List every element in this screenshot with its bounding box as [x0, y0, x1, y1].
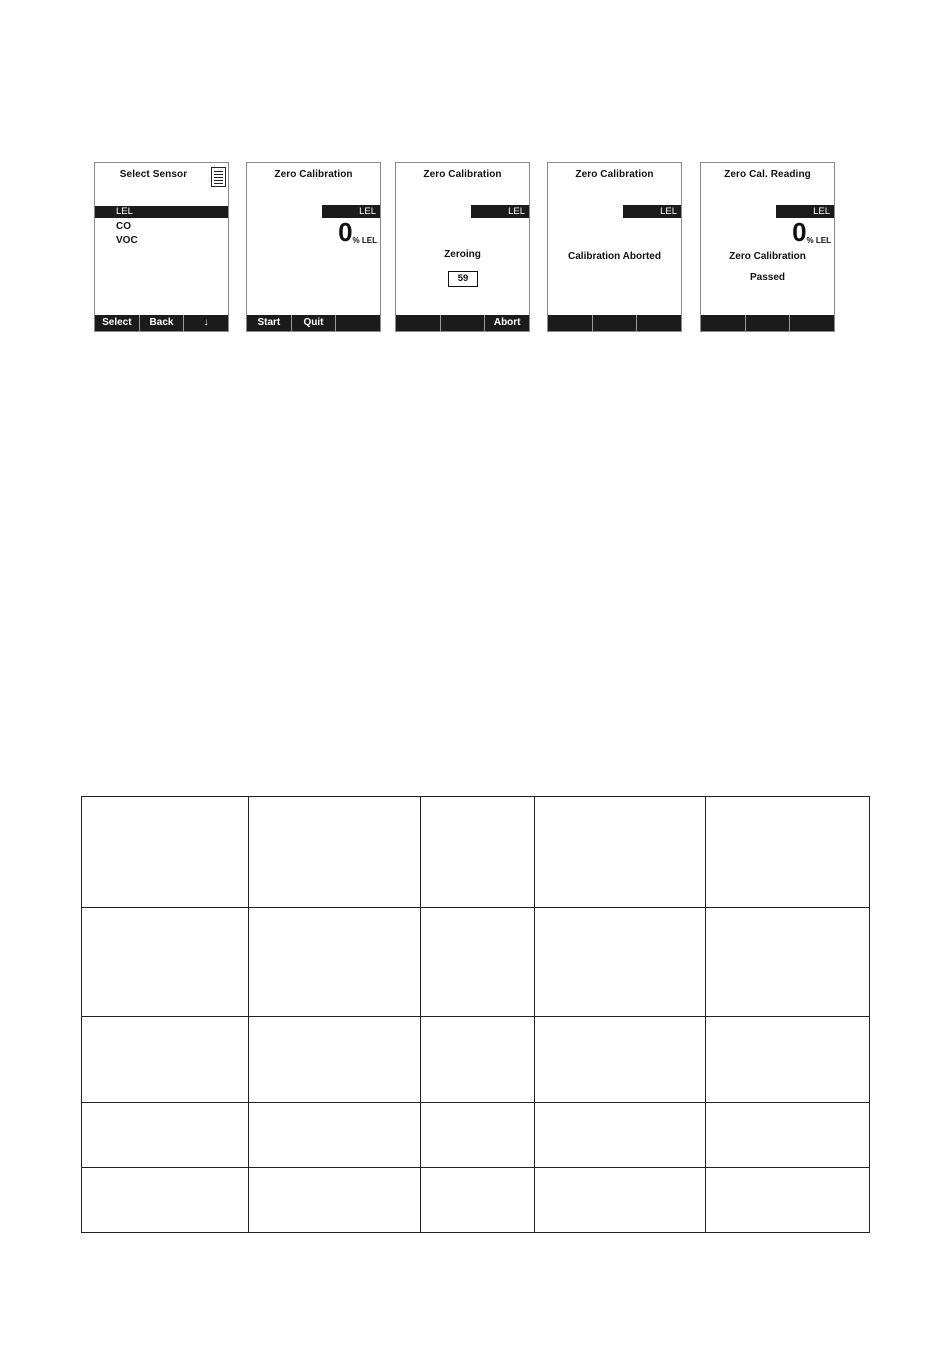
- status-text: Zeroing: [444, 249, 481, 260]
- back-button[interactable]: Back: [140, 315, 185, 331]
- sensor-tag: LEL: [776, 205, 834, 218]
- empty-softkey[interactable]: [746, 315, 791, 331]
- softkey-bar: [396, 315, 529, 331]
- reading-unit: % LEL: [806, 236, 831, 245]
- screen-zero-calibration-start: [246, 162, 381, 332]
- gas-reading: [792, 219, 831, 245]
- table-cell: [82, 797, 249, 908]
- abort-button[interactable]: Abort: [493, 317, 521, 328]
- table-cell: [249, 1103, 421, 1168]
- table-cell: [706, 1168, 870, 1233]
- table-cell: [249, 797, 421, 908]
- table-cell: [249, 908, 421, 1017]
- screen-title: Zero Calibration: [423, 169, 502, 180]
- table-cell: [249, 1168, 421, 1233]
- empty-softkey[interactable]: [548, 315, 593, 331]
- sensor-tag: LEL: [322, 205, 380, 218]
- sensor-tag: LEL: [623, 205, 681, 218]
- empty-softkey[interactable]: [701, 315, 746, 331]
- reading-value: 0: [338, 217, 353, 247]
- screen-title: Zero Calibration: [274, 169, 353, 180]
- screen-select-sensor: [94, 162, 229, 332]
- table-cell: [535, 1168, 706, 1233]
- empty-softkey[interactable]: [790, 315, 834, 331]
- sensor-item-lel[interactable]: LEL: [95, 206, 228, 218]
- table-cell: [535, 1017, 706, 1103]
- empty-softkey[interactable]: [593, 315, 638, 331]
- screen-zero-cal-reading: [700, 162, 835, 332]
- screen-zeroing: [395, 162, 530, 332]
- table-row: [82, 908, 870, 1017]
- softkey-bar: [548, 315, 681, 331]
- table-cell: [249, 1017, 421, 1103]
- reading-unit: % LEL: [352, 236, 377, 245]
- softkey-bar: [701, 315, 834, 331]
- list-icon: [211, 167, 226, 187]
- table-cell: [706, 797, 870, 908]
- status-text: Zero Calibration: [729, 251, 806, 262]
- countdown-timer: 59: [448, 271, 478, 287]
- quit-button[interactable]: Quit: [292, 315, 337, 331]
- table-row: [82, 1168, 870, 1233]
- table-row: [82, 797, 870, 908]
- screen-title: Select Sensor: [119, 169, 188, 180]
- empty-softkey[interactable]: [336, 315, 380, 331]
- gas-reading: [338, 219, 377, 245]
- empty-softkey[interactable]: [637, 315, 681, 331]
- table-cell: [706, 908, 870, 1017]
- table-cell: [421, 1017, 535, 1103]
- softkey-bar: [247, 315, 380, 331]
- start-button[interactable]: Start: [247, 315, 292, 331]
- table-cell: [535, 797, 706, 908]
- sensor-tag: LEL: [471, 205, 529, 218]
- screen-calibration-aborted: [547, 162, 682, 332]
- screen-title: Zero Calibration: [575, 169, 654, 180]
- empty-table: [81, 796, 870, 1233]
- sensor-item-voc[interactable]: VOC: [116, 235, 138, 246]
- reading-value: 0: [792, 217, 807, 247]
- table-cell: [706, 1103, 870, 1168]
- table-cell: [421, 1168, 535, 1233]
- table-cell: [421, 1103, 535, 1168]
- table-cell: [82, 908, 249, 1017]
- softkey-bar: [95, 315, 228, 331]
- table-cell: [82, 1168, 249, 1233]
- table-cell: [421, 908, 535, 1017]
- table-cell: [535, 1103, 706, 1168]
- table-row: [82, 1017, 870, 1103]
- table-cell: [706, 1017, 870, 1103]
- empty-softkey[interactable]: [396, 315, 441, 331]
- status-result: Passed: [749, 272, 786, 283]
- status-text: Calibration Aborted: [568, 251, 661, 262]
- table-row: [82, 1103, 870, 1168]
- select-button[interactable]: Select: [95, 315, 140, 331]
- table-cell: [421, 797, 535, 908]
- empty-softkey[interactable]: [441, 315, 486, 331]
- arrow-down-icon[interactable]: ↓: [203, 317, 209, 328]
- table-cell: [535, 908, 706, 1017]
- sensor-item-co[interactable]: CO: [116, 221, 131, 232]
- screen-title: Zero Cal. Reading: [724, 169, 811, 180]
- table-cell: [82, 1017, 249, 1103]
- table-cell: [82, 1103, 249, 1168]
